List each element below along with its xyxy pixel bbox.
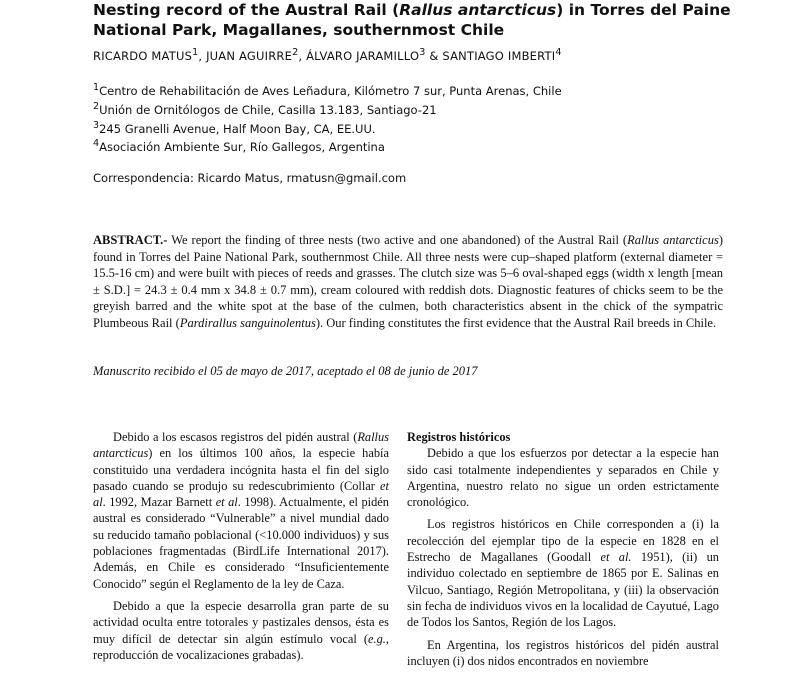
affiliation-mark: 1 (93, 82, 100, 93)
affiliation-line (93, 99, 562, 118)
species-name: Rallus antarcticus (93, 430, 389, 461)
author-separator: , (298, 48, 307, 63)
author-separator: , (198, 48, 207, 63)
affiliation-text: Unión de Ornitólogos de Chile, Casilla 13.183, Santiago-21 (99, 102, 437, 117)
paragraph (93, 598, 389, 663)
author-affiliation-mark: 1 (192, 47, 199, 58)
paragraph-text: . 1998). Actualmente, el pidén austral es considerado “Vulnerable” a nivel mundial dado su reducido tamaño poblacional (<10.000 individuos) y sus poblaciones fragmentadas (BirdLife International 2017). Además, en Chile es considerado “Insuficientemente Conocido” según el Reglamento de la ley de Caza. (93, 495, 390, 591)
affiliation-text: Centro de Rehabilitación de Aves Leñadura, Kilómetro 7 sur, Punta Arenas, Chile (99, 83, 562, 98)
author-affiliation-mark: 3 (419, 47, 426, 58)
paragraph-text: , reproducción de vocalizaciones grabadas). (93, 631, 389, 662)
citation-etal: et al. (600, 550, 632, 565)
paragraph: En Argentina, los registros históricos del pidén austral incluyen (i) dos nidos encontrados en noviembre (407, 637, 719, 668)
title-text-end: ) in Torres del Paine National Park, Magallanes, southernmost Chile (93, 1, 731, 39)
paragraph-text: Debido a que la especie desarrolla gran parte de su actividad oculta entre totorales y pastizales densos, ésta es muy difícil de detectar sin algún estímulo vocal ( (93, 598, 389, 646)
correspondence: Correspondencia: Ricardo Matus, rmatusn@gmail.com (93, 171, 407, 185)
abstract-species-name: Pardirallus sanguinolentus (179, 315, 316, 330)
title-text-start: Nesting record of the Austral Rail ( (93, 1, 400, 19)
left-column (93, 429, 389, 663)
paragraph (407, 516, 719, 630)
paragraph (93, 429, 389, 592)
paragraph-text: 1951), (ii) un individuo colectado en septiembre de 1865 por E. Salinas en Vilcuo, Santiago, Región Metropolitana, y (iii) la observación sin fecha de individuos vivos en la localidad de Cayutué, Lago de Todos los Santos, Región de los Lagos. (407, 550, 719, 630)
affiliation-mark: 3 (93, 119, 100, 131)
citation-etal: et al (215, 495, 238, 510)
title-species-name: Rallus antarcticus (399, 1, 557, 19)
affiliation-line (93, 118, 562, 137)
affiliations (93, 80, 562, 155)
abstract-text: ) found in Torres del Paine National Park, southernmost Chile. All three nests were cup–shaped platform (external diameter = 15.5-16 cm) and were built with pieces of reeds and grasses. The clutch size was 5–6 oval-shaped eggs (width x length [mean ± S.D.] = 24.3 ± 0.4 mm x 34.8 ± 0.7 mm), cream coloured with reddish dots. Diagnostic features of chicks seem to be the greyish barred and the white spot at the base of the culmen, both characteristics absent in the chick of the sympatric Plumbeous Rail ( (93, 233, 723, 330)
paragraph: Debido a que los esfuerzos por detectar a la especie han sido casi totalmente independientes y separados en Chile y Argentina, nuestro relato no sigue un orden estrictamente cronológico. (407, 446, 719, 510)
affiliation-mark: 2 (93, 100, 100, 112)
affiliation-text: Asociación Ambiente Sur, Río Gallegos, Argentina (99, 140, 385, 155)
author-name: RICARDO MATUS (93, 48, 193, 63)
abstract-label: ABSTRACT.- (93, 233, 168, 247)
citation-etal: et al (93, 478, 389, 510)
paragraph-text: ) en los últimos 100 años, la especie había constituido una verdadera incógnita hasta el fin del siglo pasado cuando se produjo su redescubrimiento (Collar (93, 446, 389, 493)
author-name: ÁLVARO JARAMILLO (306, 48, 420, 63)
affiliation-mark: 4 (93, 138, 100, 150)
paragraph-text: Debido a los escasos registros del pidén austral ( (113, 430, 358, 444)
author-affiliation-mark: 2 (292, 47, 299, 58)
author-affiliation-mark: 4 (555, 47, 562, 58)
paragraph-text: . 1992, Mazar Barnett (102, 495, 216, 510)
affiliation-text: 245 Granelli Avenue, Half Moon Bay, CA, EE.UU. (99, 121, 376, 136)
abstract-species-name: Rallus antarcticus (627, 233, 719, 247)
author-name: JUAN AGUIRRE (206, 48, 293, 63)
affiliation-line (93, 80, 562, 99)
abstract-text: We report the finding of three nests (two active and one abandoned) of the Austral Rail ( (167, 233, 628, 247)
abstract-text: ). Our finding constitutes the first evidence that the Austral Rail breeds in Chile. (315, 315, 717, 330)
abstract (93, 232, 723, 332)
abbreviation-eg: e.g. (368, 631, 386, 646)
author-list (93, 47, 562, 63)
affiliation-line (93, 136, 562, 155)
author-name: SANTIAGO IMBERTI (442, 48, 556, 63)
article-title (93, 0, 753, 40)
section-heading: Registros históricos (407, 430, 511, 444)
author-separator: & (425, 48, 443, 63)
received-date-note: Manuscrito recibido el 05 de mayo de 2017, aceptado el 08 de junio de 2017 (93, 364, 478, 378)
right-column (407, 429, 719, 669)
paragraph-text: Los registros históricos en Chile corresponden a (i) la recolección del ejemplar tipo de la especie en 1828 en el Estrecho de Magallanes (Goodall (407, 517, 719, 565)
